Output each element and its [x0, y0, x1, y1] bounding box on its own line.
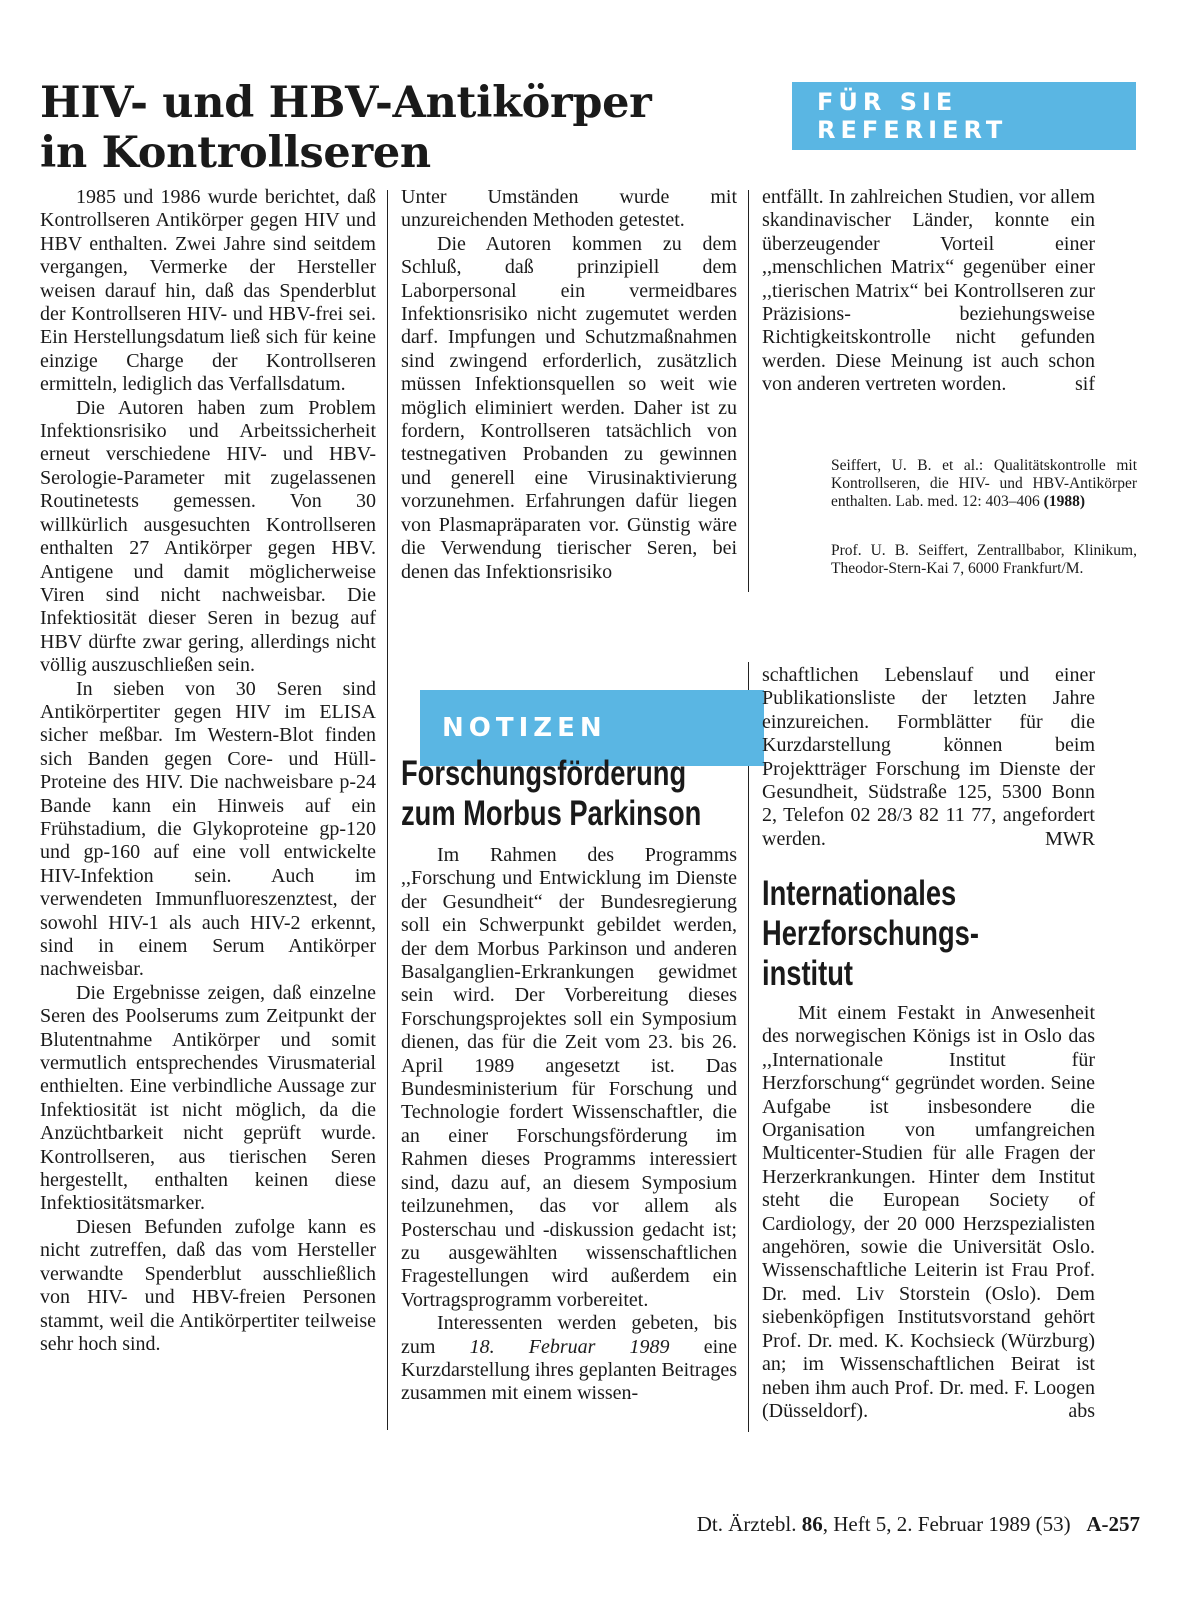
paragraph: Interessenten werden gebeten, bis zum 18. Februar 1989 eine Kurzdarstellung ihres geplanten Beitrages zusammen mit einem wissen-	[401, 1312, 738, 1405]
article-column-2	[401, 186, 737, 584]
deadline-date: 18. Februar 1989	[469, 1335, 670, 1358]
column-divider	[387, 190, 388, 1430]
notice-column-2	[762, 664, 1095, 851]
article-title-line-1: HIV- und HBV-Antikörper	[40, 78, 652, 128]
notice-title-parkinson	[401, 754, 701, 834]
paragraph: Im Rahmen des Programms ,,Forschung und Entwicklung im Dienste der Gesundheit“ der Bundesregierung soll ein Schwerpunkt gebildet werden, der dem Morbus Parkinson und anderen Basalganglien-Erkrankungen gewidmet sein wird. Der Vorbereitung dieses Forschungsprojektes soll ein Symposium dienen, das für die Zeit vom 23. bis 26. April 1989 angesetzt ist. Das Bundesministerium für Forschung und Technologie fordert Wissenschaftler, die an einer Forschungsförderung im Rahmen dieses Programms interessiert sind, dazu auf, an diesem Symposium teilzunehmen, das vor allem als Posterschau und -diskussion gedacht ist; zu ausgewählten wissenschaftlichen Fragestellungen wird außerdem ein Vortragsprogramm vorbereitet.	[401, 844, 737, 1311]
author-signature: MWR	[1045, 827, 1095, 850]
article-column-1	[40, 186, 376, 1356]
section-banner-label: NOTIZEN	[442, 713, 607, 743]
reference-citation	[831, 457, 1137, 511]
page-number: A-257	[1086, 1512, 1140, 1536]
reference-block	[831, 457, 1137, 511]
paragraph: Die Autoren haben zum Problem Infektionsrisiko und Arbeitssicherheit erneut verschiedene HIV- und HBV-Serologie-Parameter mit zugelassenen Routinetests gemessen. Von 30 willkürlich ausgesuchten Kontrollseren enthalten 27 Antikörper gegen HBV. Antigene und damit möglicherweise Viren sind nicht nachweisbar. Die Infektiosität dieser Seren in bezug auf HBV dürfte zwar gering, allerdings nicht völlig auszuschließen sein.	[40, 396, 376, 677]
paragraph-text: entfällt. In zahlreichen Studien, vor allem skandinavischer Länder, konnte ein überzeugender Vorteil einer ,,menschlichen Matrix“ gegenüber einer ,,tierischen Matrix“ bei Kontrollseren zur Präzisions- beziehungsweise Richtigkeitskontrolle nicht gefunden werden. Diese Meinung ist auch schon von anderen vertreten worden.	[762, 186, 1095, 396]
paragraph: schaftlichen Lebenslauf und einer Publikationsliste der letzten Jahre einzureichen. Formblätter für die Kurzdarstellung können beim Projektträger Forschung im Dienste der Gesundheit, Südstraße 125, 5300 Bonn 2, Telefon 02 28/3 82 11 77, angefordert werden. MWR	[762, 664, 1095, 850]
author-address: Prof. U. B. Seiffert, Zentrallbabor, Klinikum, Theodor-Stern-Kai 7, 6000 Frankfurt/M.	[831, 542, 1137, 577]
column-divider	[748, 662, 749, 1432]
paragraph: In sieben von 30 Seren sind Antikörpertiter gegen HIV im ELISA sicher meßbar. Im Western-Blot finden sich Banden gegen Core- und Hüll-Proteine des HIV. Die nachweisbare p-24 Bande kann ein Hinweis auf ein Frühstadium, die Glykoproteine gp-120 und gp-160 auf eine voll entwickelte HIV-Infektion sein. Auch im verwendeten Immunfluoreszenztest, der sowohl HIV-1 als auch HIV-2 erkennt, sind in einem Serum Antikörper nachweisbar.	[40, 677, 376, 981]
notice-title-line-1: Internationales	[762, 874, 957, 913]
paragraph: Die Autoren kommen zu dem Schluß, daß prinzipiell dem Laborpersonal ein vermeidbares Infektionsrisiko nicht zugemutet werden darf. Impfungen und Schutzmaßnahmen sind zwingend erforderlich, zusätzlich müssen Infektionsquellen so weit wie möglich eliminiert werden. Daher ist zu fordern, Kontrollseren tatsächlich von testnegativen Probanden zu gewinnen und generell eine Virusinaktivierung vorzunehmen. Erfahrungen dafür liegen von Plasmapräparaten vor. Günstig wäre die Verwendung tierischer Seren, bei denen das Infektionsrisiko	[401, 232, 737, 583]
article-column-3	[762, 186, 1095, 397]
reference-year: (1988)	[1043, 493, 1085, 510]
paragraph: Die Ergebnisse zeigen, daß einzelne Seren des Poolserums zum Zeitpunkt der Blutentnahme Antikörper und somit vermutlich entsprechendes Virusmaterial enthielten. Eine verbindliche Aussage zur Infektiosität ist nicht möglich, da die Anzüchtbarkeit nicht geprüft wurde. Kontrollseren, aus tierischen Seren hergestellt, enthalten keinen diese Infektiositätsmarker.	[40, 981, 376, 1215]
section-banner-label: FÜR SIE REFERIERT	[817, 88, 1008, 144]
paragraph: 1985 und 1986 wurde berichtet, daß Kontrollseren Antikörper gegen HIV und HBV enthalten. Zwei Jahre sind seitdem vergangen, Vermerke der Hersteller weisen darauf hin, daß das Spenderblut der Kontrollseren HIV- und HBV-frei sei. Ein Herstellungsdatum ließ sich für keine einzige Charge der Kontrollseren ermitteln, lediglich das Verfallsdatum.	[40, 186, 376, 396]
notice-title-line-2: Herzforschungs-	[762, 914, 979, 953]
author-signature: abs	[1068, 1399, 1095, 1422]
reference-text: Seiffert, U. B. et al.: Qualitätskontrolle mit Kontrollseren, die HIV- und HBV-Antikörper enthalten. Lab. med. 12: 403–406	[831, 457, 1137, 510]
paragraph	[762, 186, 1095, 397]
notice-column-1	[401, 844, 737, 1406]
paragraph: Mit einem Festakt in Anwesenheit des norwegischen Königs ist in Oslo das ,,Internationale Institut für Herzforschung“ gegründet worden. Seine Aufgabe ist insbesondere die Organisation von umfangreichen Multicenter-Studien für alle Fragen der Herzerkrankungen. Hinter dem Institut steht die European Society of Cardiology, der 20 000 Herzspezialisten angehören, sowie die Universität Oslo. Wissenschaftliche Leiterin ist Frau Prof. Dr. med. Liv Storstein (Oslo). Dem siebenköpfigen Institutsvorstand gehört Prof. Dr. med. K. Kochsieck (Würzburg) an; im Wissenschaftlichen Beirat ist neben ihm auch Prof. Dr. med. F. Loogen (Düsseldorf). abs	[762, 1002, 1095, 1422]
article-title	[40, 78, 740, 178]
article-title-line-2: in Kontrollseren	[40, 128, 431, 178]
section-banner-fuer-sie-referiert	[792, 82, 1136, 150]
column-divider	[748, 190, 749, 592]
paragraph: Unter Umständen wurde mit unzureichenden Methoden getestet.	[401, 186, 737, 232]
page-footer	[640, 1512, 1140, 1537]
notice-title-herzforschung	[762, 874, 979, 994]
author-address-block	[831, 542, 1137, 578]
notice-column-3	[762, 1002, 1095, 1423]
journal-issue: , Heft 5, 2. Februar 1989 (53)	[822, 1512, 1071, 1536]
notice-title-line-3: institut	[762, 954, 853, 993]
paragraph: Diesen Befunden zufolge kann es nicht zutreffen, daß das vom Hersteller verwandte Spenderblut ausschließlich von HIV- und HBV-freien Personen stammt, weil die Antikörpertiter teilweise sehr hoch sind.	[40, 1215, 376, 1355]
journal-volume: 86	[801, 1512, 823, 1536]
journal-name: Dt. Ärztebl.	[696, 1512, 797, 1536]
notice-title-line-2: zum Morbus Parkinson	[401, 794, 702, 833]
author-signature: sif	[1075, 373, 1095, 396]
notice-title-line-1: Forschungsförderung	[401, 754, 687, 793]
